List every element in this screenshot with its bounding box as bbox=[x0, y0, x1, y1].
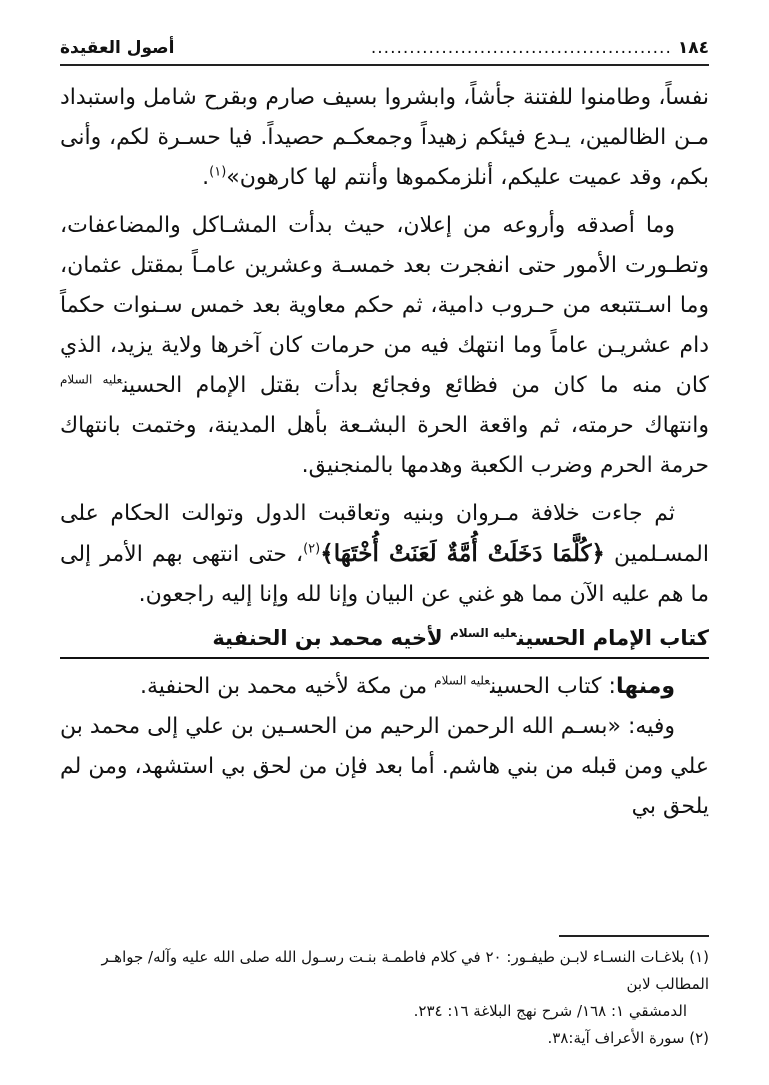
paragraph-4-text-a: : كتاب الحسين bbox=[490, 674, 616, 699]
section-heading-text bbox=[60, 621, 709, 659]
page-number: ١٨٤ bbox=[677, 38, 709, 58]
paragraph-4-honorific: عليه السلام bbox=[434, 673, 491, 688]
section-heading-b: لأخيه محمد بن الحنفية bbox=[212, 626, 450, 650]
footnotes bbox=[60, 944, 709, 1052]
lead-word: ومنها bbox=[615, 674, 675, 699]
paragraph-continuation bbox=[60, 78, 709, 198]
section-heading bbox=[60, 621, 709, 659]
footnote-1-continued: الدمشقي ١: ١٦٨/ شرح نهج البلاغة ١٦: ٢٣٤. bbox=[413, 1002, 687, 1020]
paragraph-4 bbox=[60, 667, 709, 707]
honorific-mark: عليه السلام bbox=[60, 372, 123, 387]
section-heading-honorific: عليه السلام bbox=[449, 626, 517, 640]
paragraph-1-text: نفساً، وطامنوا للفتنة جأشاً، وابشروا بسيف صارم وبقرح شامل واستبداد مـن الظالمين، يـدع فيئكم زهيداً وجمعكـم حصيداً. فيا حسـرة لكم، وأنى بكم، وقد عميت عليكم، أنلزمكموها وأنتم لها كارهون» bbox=[60, 85, 709, 190]
footnote-divider bbox=[559, 935, 709, 937]
dot-leader: ............................................... bbox=[370, 38, 672, 58]
paragraph-3 bbox=[60, 494, 709, 615]
paragraph-5-text: وفيه: «بسـم الله الرحمن الرحيم من الحسـين بن علي إلى محمد بن علي ومن قبله من بني هاشم. أما بعد فإن من لحق بي استشهد، ومن لم يلحق بي bbox=[60, 714, 709, 819]
paragraph-2-text-a: وما أصدقه وأروعه من إعلان، حيث بدأت المشـاكل والمضاعفات، وتطـورت الأمور حتى انفجرت بعد خمسـة وعشرين عامـاً بمقتل عثمان، وما اسـتتبعه من حـروب دامية، ثم حكم معاوية بعد خمس سـنوات حكماً دام عشريـن عاماً وما انتهك فيه من حرمات كان آخرها ولاية يزيد، الذي كان منه ما كان من فظائع وفجائع بدأت بقتل الإمام الحسين bbox=[60, 213, 709, 398]
running-header bbox=[60, 34, 709, 66]
footnote-1: (١) بلاغـات النسـاء لابـن طيفـور: ٢٠ في كلام فاطمـة بنـت رسـول الله صلى الله عليه وآله/ جواهـر المطالب لابن bbox=[101, 948, 709, 993]
paragraph-3-text-a: ثم جاءت خلافة مـروان وبنيه وتعاقبت الدول وتوالت الحكام على المسـلمين bbox=[60, 501, 709, 567]
paragraph-1-end: . bbox=[202, 165, 210, 190]
footnote-2: (٢) سورة الأعراف آية:٣٨. bbox=[547, 1029, 709, 1047]
main-text bbox=[60, 78, 709, 827]
section-heading-a: كتاب الإمام الحسين bbox=[516, 626, 709, 650]
paragraph-3-text-b: ، حتى انتهى بهم الأمر إلى ما هم عليه الآن مما هو غني عن البيان وإنا لله وإنا إليه راجعون. bbox=[60, 542, 709, 607]
running-title: أصول العقيدة bbox=[60, 38, 175, 58]
paragraph-2 bbox=[60, 206, 709, 486]
paragraph-5 bbox=[60, 707, 709, 827]
footnote-ref-1[interactable]: (١) bbox=[209, 164, 227, 180]
quran-verse: ﴿كُلَّمَا دَخَلَتْ أُمَّةٌ لَعَنَتْ أُخْتَهَا﴾ bbox=[320, 540, 605, 567]
paragraph-4-text-b: من مكة لأخيه محمد بن الحنفية. bbox=[140, 674, 435, 699]
footnote-ref-2[interactable]: (٢) bbox=[303, 541, 321, 557]
paragraph-2-text-b: وانتهاك حرمته، ثم واقعة الحرة البشـعة بأهل المدينة، وختمت بانتهاك حرمة الحرم وضرب الكعبة وهدمها بالمنجنيق. bbox=[60, 413, 709, 478]
